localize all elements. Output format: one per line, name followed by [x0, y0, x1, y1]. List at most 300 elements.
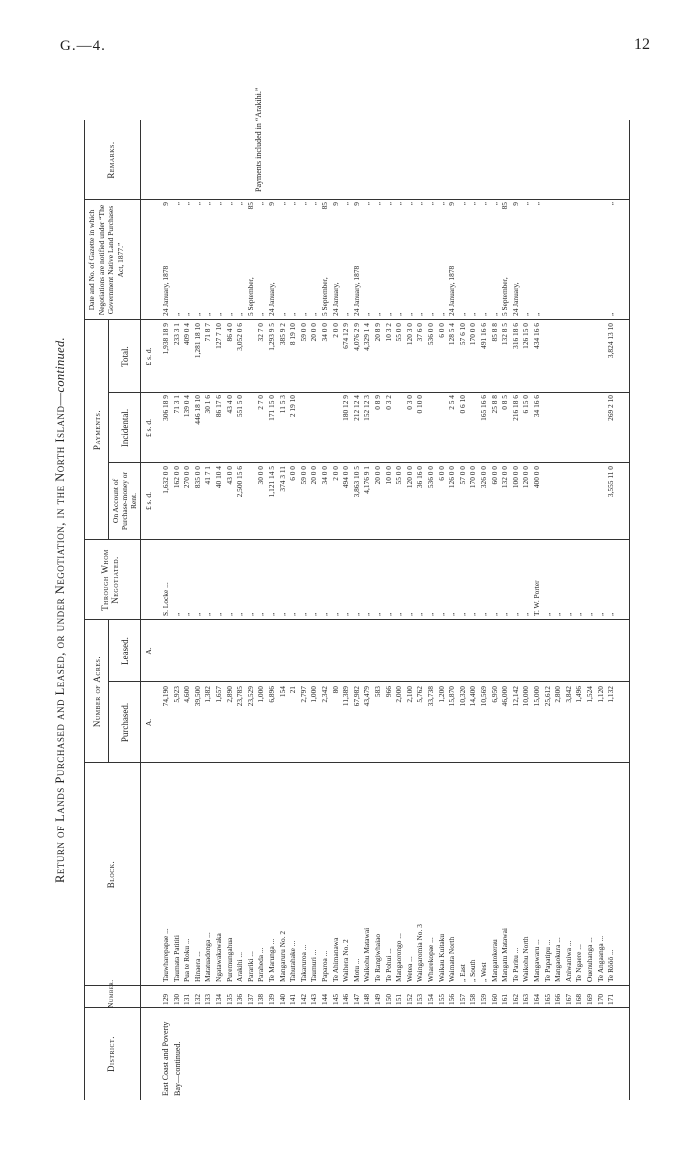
cell-gazette-date: „ — [426, 312, 435, 316]
cell-on-account: 374 3 11 — [277, 466, 287, 492]
rotated-table-region — [52, 87, 652, 1110]
cell-gazette-no: „ — [277, 202, 287, 206]
cell-number: 153 — [415, 993, 425, 1005]
header-acres: Number of Acres. — [92, 655, 102, 728]
cell-purchased: 6,950 — [489, 686, 499, 703]
cell-number: 170 — [595, 993, 605, 1005]
cell-gazette-no: „ — [373, 202, 382, 206]
cell-on-account: 536 0 0 — [426, 466, 435, 489]
cell-incidental: 551 5 0 — [235, 395, 245, 418]
cell-through: „ — [235, 612, 245, 616]
header-through: Through Whom Negotiated. — [100, 549, 120, 611]
cell-through: „ — [553, 612, 563, 616]
cell-purchased: 4,600 — [182, 686, 192, 703]
cell-through: „ — [457, 612, 467, 616]
cell-total: 2 0 0 — [330, 323, 340, 338]
cell-on-account: 120 0 0 — [404, 466, 414, 489]
cell-purchased: 14,400 — [468, 686, 478, 707]
cell-gazette-no: „ — [256, 202, 266, 206]
cell-incidental: 269 2 10 — [606, 395, 616, 421]
unit-on-account: £ s. d. — [144, 492, 153, 510]
cell-on-account: 120 0 0 — [521, 466, 531, 489]
cell-number: 148 — [362, 993, 372, 1005]
cell-total: 55 0 0 — [394, 323, 404, 342]
cell-gazette-date: „ — [192, 312, 202, 316]
cell-on-account: 43 0 0 — [224, 466, 234, 485]
cell-total: 385 9 2 — [277, 323, 287, 346]
cell-total: 10 3 2 — [383, 323, 393, 342]
cell-total: 20 8 9 — [373, 323, 382, 342]
cell-total: 3,824 13 10 — [606, 323, 616, 359]
cell-block: Parariki ... — [245, 951, 255, 982]
cell-incidental: 0 8 5 — [500, 395, 510, 410]
cell-block: Ngatawakawaka — [214, 933, 223, 982]
cell-total: 1,938 18 9 — [161, 323, 170, 355]
cell-total: 20 0 0 — [309, 323, 319, 342]
cell-total: 536 0 0 — [426, 323, 435, 346]
cell-gazette-no: 9 — [267, 202, 276, 206]
cell-number: 169 — [585, 993, 594, 1005]
table-row — [605, 120, 618, 1100]
cell-gazette-no: „ — [457, 202, 467, 206]
cell-total: 409 0 4 — [182, 323, 192, 346]
cell-gazette-date: „ — [214, 312, 223, 316]
cell-incidental: 71 3 1 — [171, 395, 181, 414]
cell-on-account: 2 0 0 — [330, 466, 340, 481]
cell-incidental: 6 15 0 — [521, 395, 531, 414]
table-bottom-rule — [629, 120, 630, 1100]
cell-on-account: 57 0 0 — [457, 466, 467, 485]
cell-number: 149 — [373, 993, 382, 1005]
cell-block: Waikohu North — [521, 936, 531, 982]
unit-incidental: £ s. d. — [144, 419, 153, 437]
cell-gazette-no: „ — [341, 202, 351, 206]
cell-number: 140 — [277, 993, 287, 1005]
cell-gazette-no: „ — [214, 202, 223, 206]
page-ref: G.—4. — [60, 38, 106, 54]
cell-gazette-no: „ — [532, 202, 541, 206]
cell-gazette-date: 24 January, 1878 — [161, 265, 170, 316]
cell-total: 170 0 0 — [468, 323, 478, 346]
cell-gazette-date: „ — [256, 312, 266, 316]
cell-on-account: 400 0 0 — [532, 466, 541, 489]
cell-incidental: 180 12 9 — [341, 395, 351, 421]
cell-block: Te Marunga ... — [267, 938, 276, 982]
cell-gazette-no: 9 — [351, 202, 361, 206]
cell-gazette-date: „ — [415, 312, 425, 316]
cell-through: „ — [595, 612, 605, 616]
cell-through: „ — [341, 612, 351, 616]
cell-number: 163 — [521, 993, 531, 1005]
cell-number: 142 — [298, 993, 308, 1005]
cell-gazette-date: „ — [489, 312, 499, 316]
cell-on-account: 3,555 11 0 — [606, 466, 616, 498]
cell-gazette-date: 5 September, — [500, 277, 510, 316]
cell-purchased: 5,923 — [171, 686, 181, 703]
cell-number: 143 — [309, 993, 319, 1005]
cell-gazette-no: „ — [298, 202, 308, 206]
cell-purchased: 21 — [288, 686, 298, 694]
header-leased: Leased. — [120, 637, 130, 665]
cell-block: Waikohu Matawai — [362, 927, 372, 982]
cell-through: „ — [585, 612, 594, 616]
cell-gazette-date: 24 January, — [267, 282, 276, 316]
cell-number: 133 — [203, 993, 213, 1005]
acres-sub-rule — [108, 620, 109, 763]
cell-through: „ — [500, 612, 510, 616]
cell-gazette-no: 9 — [447, 202, 457, 206]
cell-gazette-date: „ — [479, 312, 488, 316]
cell-gazette-no: „ — [192, 202, 202, 206]
cell-through: „ — [426, 612, 435, 616]
cell-total: 674 12 9 — [341, 323, 351, 349]
cell-on-account: 2,500 15 6 — [235, 466, 245, 498]
cell-total: 57 6 10 — [457, 323, 467, 346]
cell-through: „ — [404, 612, 414, 616]
cell-incidental: 306 18 9 — [161, 395, 170, 421]
header-payments: Payments. — [92, 409, 102, 451]
cell-purchased: 39,500 — [192, 686, 202, 707]
cell-gazette-no: „ — [235, 202, 245, 206]
cell-gazette-date: 24 January, 1878 — [351, 265, 361, 316]
cell-number: 129 — [161, 993, 170, 1005]
cell-incidental: 2 5 4 — [447, 395, 457, 410]
cell-purchased: 11,389 — [341, 686, 351, 707]
unit-purchased: A. — [144, 718, 153, 727]
cell-on-account: 55 0 0 — [394, 466, 404, 485]
cell-total: 434 16 6 — [532, 323, 541, 349]
cell-purchased: 23,529 — [245, 686, 255, 707]
cell-block: Mangatu Matawai — [500, 928, 510, 982]
cell-number: 152 — [404, 993, 414, 1005]
cell-total: 128 5 4 — [447, 323, 457, 346]
cell-gazette-no: „ — [171, 202, 181, 206]
cell-block: Mangaorongo ... — [394, 933, 404, 982]
cell-purchased: 2,797 — [298, 686, 308, 703]
cell-on-account: 132 0 0 — [500, 466, 510, 489]
cell-total: 4,076 2 9 — [351, 323, 361, 351]
cell-number: 150 — [383, 993, 393, 1005]
cell-number: 134 — [214, 993, 223, 1005]
cell-gazette-no: „ — [426, 202, 435, 206]
cell-gazette-date: „ — [288, 312, 298, 316]
cell-through: „ — [182, 612, 192, 616]
cell-gazette-date: „ — [203, 312, 213, 316]
cell-number: 166 — [553, 993, 563, 1005]
cell-number: 144 — [320, 993, 329, 1005]
cell-number: 154 — [426, 993, 435, 1005]
cell-gazette-no: „ — [383, 202, 393, 206]
cell-on-account: 41 7 1 — [203, 466, 213, 485]
cell-through: „ — [256, 612, 266, 616]
cell-incidental: 446 18 10 — [192, 395, 202, 425]
cell-gazette-no: „ — [309, 202, 319, 206]
cell-incidental: 86 17 6 — [214, 395, 223, 418]
cell-through: „ — [192, 612, 202, 616]
cell-on-account: 20 0 0 — [373, 466, 382, 485]
cell-gazette-date: „ — [171, 312, 181, 316]
cell-on-account: 126 0 0 — [447, 466, 457, 489]
cell-total: 4,329 1 4 — [362, 323, 372, 351]
cell-through: „ — [510, 612, 520, 616]
cell-block: „ South — [468, 959, 478, 982]
cell-number: 165 — [542, 993, 552, 1005]
cell-gazette-no: „ — [415, 202, 425, 206]
cell-on-account: 170 0 0 — [468, 466, 478, 489]
cell-gazette-no: „ — [468, 202, 478, 206]
cell-through: „ — [351, 612, 361, 616]
cell-on-account: 4,176 9 1 — [362, 466, 372, 494]
cell-on-account: 1,632 0 0 — [161, 466, 170, 494]
cell-through: „ — [309, 612, 319, 616]
cell-purchased: 1,000 — [309, 686, 319, 703]
cell-through: „ — [415, 612, 425, 616]
cell-incidental: 0 6 10 — [457, 395, 467, 414]
cell-on-account: 835 0 0 — [192, 466, 202, 489]
cell-on-account: 1,121 14 5 — [267, 466, 276, 498]
cell-through: „ — [245, 612, 255, 616]
cell-gazette-date: 24 January, 1878 — [447, 265, 457, 316]
cell-block: Pua te Roku ... — [182, 938, 192, 982]
cell-incidental: 171 15 0 — [267, 395, 276, 421]
cell-block: Motu ... — [351, 958, 361, 982]
cell-number: 171 — [606, 993, 616, 1005]
header-purchased: Purchased. — [120, 702, 130, 743]
cell-through: „ — [373, 612, 382, 616]
cell-block: Taumata Patititi — [171, 935, 181, 982]
cell-incidental: 43 4 0 — [224, 395, 234, 414]
cell-purchased: 25,612 — [542, 686, 552, 707]
header-on-account: On Account of Purchase-money or Rent. — [111, 471, 138, 531]
cell-gazette-date: 5 September, — [245, 277, 255, 316]
cell-on-account: 59 0 0 — [298, 466, 308, 485]
cell-block: Mangaruru No. 2 — [277, 930, 287, 982]
cell-through: „ — [394, 612, 404, 616]
cell-through: T. W. Porter — [532, 580, 541, 616]
cell-purchased: 1,496 — [574, 686, 584, 703]
cell-through: „ — [362, 612, 372, 616]
cell-total: 1,293 9 5 — [267, 323, 276, 351]
cell-incidental: 2 19 10 — [288, 395, 298, 418]
cell-on-account: 60 0 0 — [489, 466, 499, 485]
cell-purchased: 6,896 — [267, 686, 276, 703]
cell-number: 138 — [256, 993, 266, 1005]
cell-number: 164 — [532, 993, 541, 1005]
cell-block: Paraheda ... — [256, 947, 266, 982]
cell-on-account: 162 0 0 — [171, 466, 181, 489]
cell-through: „ — [298, 612, 308, 616]
cell-on-account: 34 0 0 — [320, 466, 329, 485]
cell-total: 8 19 10 — [288, 323, 298, 346]
header-block: Block. — [106, 860, 116, 889]
cell-purchased: 1,382 — [203, 686, 213, 703]
cell-block: Wharekopae ... — [426, 937, 435, 982]
cell-block: Waikau Kuitaku — [436, 933, 446, 982]
cell-block: Te Angaanga ... — [595, 935, 605, 982]
cell-block: Mangawaru ... — [532, 939, 541, 982]
cell-block: Te Papatipu ... — [542, 939, 552, 982]
cell-number: 141 — [288, 993, 298, 1005]
lands-table — [84, 87, 630, 1100]
cell-gazette-date: 24 January, — [510, 282, 520, 316]
cell-purchased: 2,800 — [553, 686, 563, 703]
cell-number: 136 — [235, 993, 245, 1005]
cell-through: S. Locke ... — [161, 582, 170, 616]
cell-purchased: 10,569 — [479, 686, 488, 707]
cell-total: 32 7 0 — [256, 323, 266, 342]
cell-through: „ — [320, 612, 329, 616]
cell-incidental: 0 10 0 — [415, 395, 425, 414]
cell-number: 146 — [341, 993, 351, 1005]
cell-purchased: 3,842 — [563, 686, 573, 703]
cell-number: 157 — [457, 993, 467, 1005]
cell-gazette-no: 85 — [500, 202, 510, 210]
cell-total: 59 0 0 — [298, 323, 308, 342]
unit-total: £ s. d. — [144, 347, 153, 366]
cell-number: 162 — [510, 993, 520, 1005]
cell-gazette-no: 9 — [510, 202, 520, 206]
cell-through: „ — [574, 612, 584, 616]
cell-gazette-date: „ — [468, 312, 478, 316]
remark-arakihi: Payments included in “Arakihi.” — [254, 87, 263, 192]
cell-total: 127 7 10 — [214, 323, 223, 349]
cell-gazette-no: „ — [436, 202, 446, 206]
cell-purchased: 10,000 — [521, 686, 531, 707]
cell-block: Ouenuhanga ... — [585, 937, 594, 982]
cell-incidental: 152 12 3 — [362, 395, 372, 421]
cell-number: 147 — [351, 993, 361, 1005]
cell-incidental: 0 3 0 — [404, 395, 414, 410]
header-remarks: Remarks. — [106, 141, 116, 179]
cell-purchased: 2,890 — [224, 686, 234, 703]
cell-gazette-no: 85 — [245, 202, 255, 210]
cell-purchased: 74,190 — [161, 686, 170, 707]
cell-purchased: 67,982 — [351, 686, 361, 707]
cell-block: Waimata North — [447, 936, 457, 982]
cell-block: Te Pohui ... — [383, 948, 393, 982]
cell-purchased: 2,000 — [394, 686, 404, 703]
cell-through: „ — [203, 612, 213, 616]
cell-total: 6 0 0 — [436, 323, 446, 338]
cell-block: Paparoa ... — [320, 950, 329, 982]
cell-block: Mangaokura ... — [553, 937, 563, 982]
unit-leased: A. — [144, 647, 153, 655]
cell-gazette-no: „ — [394, 202, 404, 206]
cell-through: „ — [479, 612, 488, 616]
cell-on-account: 30 0 0 — [256, 466, 266, 485]
cell-purchased: 15,000 — [532, 686, 541, 707]
cell-purchased: 46,000 — [500, 686, 510, 707]
cell-through: „ — [383, 612, 393, 616]
cell-purchased: 5,762 — [415, 686, 425, 703]
header-number: Number. — [106, 979, 115, 1008]
cell-gazette-no: „ — [288, 202, 298, 206]
cell-block: „ West — [479, 962, 488, 982]
header-bottom-rule — [140, 120, 141, 1100]
cell-purchased: 154 — [277, 686, 287, 698]
table-title — [52, 110, 68, 1110]
cell-number: 135 — [224, 993, 234, 1005]
cell-number: 167 — [563, 993, 573, 1005]
cell-on-account: 36 16 0 — [415, 466, 425, 489]
cell-purchased: 80 — [330, 686, 340, 694]
cell-purchased: 10,320 — [457, 686, 467, 707]
cell-gazette-no: „ — [362, 202, 372, 206]
cell-incidental: 216 18 6 — [510, 395, 520, 421]
cell-number: 160 — [489, 993, 499, 1005]
cell-gazette-date: „ — [394, 312, 404, 316]
cell-through: „ — [468, 612, 478, 616]
cell-block: Arakihi ... — [235, 952, 245, 982]
cell-number: 161 — [500, 993, 510, 1005]
cell-incidental: 2 7 0 — [256, 395, 266, 410]
cell-total: 316 18 6 — [510, 323, 520, 349]
cell-through: „ — [277, 612, 287, 616]
cell-total: 233 3 1 — [171, 323, 181, 346]
cell-block: Takaruroa ... — [298, 944, 308, 982]
cell-block: Tauwharepapae ... — [161, 928, 170, 982]
cell-block: Puremungahua — [224, 937, 234, 982]
cell-gazette-no: 85 — [320, 202, 329, 210]
cell-through: „ — [224, 612, 234, 616]
cell-incidental: 34 16 6 — [532, 395, 541, 418]
cell-number: 139 — [267, 993, 276, 1005]
cell-purchased: 23,785 — [235, 686, 245, 707]
cell-number: 168 — [574, 993, 584, 1005]
cell-through: „ — [521, 612, 531, 616]
header-total: Total. — [120, 346, 130, 367]
cell-number: 158 — [468, 993, 478, 1005]
cell-gazette-no: „ — [182, 202, 192, 206]
cell-number: 151 — [394, 993, 404, 1005]
cell-total: 71 8 7 — [203, 323, 213, 342]
cell-total: 86 4 0 — [224, 323, 234, 342]
cell-incidental: 30 1 6 — [203, 395, 213, 414]
cell-total: 37 6 0 — [415, 323, 425, 342]
cell-total: 1,281 18 10 — [192, 323, 202, 359]
cell-number: 131 — [182, 993, 192, 1005]
table-top-rule — [84, 120, 85, 1100]
cell-gazette-no: 9 — [161, 202, 170, 206]
header-gazette: Date and No. of Gazette in which Negotiations are notified under “The Government Native Land Purchases Act, 1877.” — [87, 204, 125, 316]
cell-purchased: 12,142 — [510, 686, 520, 707]
cell-block: Te Paritu ... — [510, 947, 520, 982]
cell-on-account: 40 10 4 — [214, 466, 223, 489]
cell-incidental: 212 12 4 — [351, 395, 361, 421]
cell-gazette-date: „ — [373, 312, 382, 316]
cell-through: „ — [214, 612, 223, 616]
cell-block: Aniwaniwa ... — [563, 940, 573, 982]
payments-sub-rule — [108, 320, 109, 540]
cell-block: Te Ngaere ... — [574, 944, 584, 982]
cell-on-account: 10 0 0 — [383, 466, 393, 485]
cell-gazette-date: „ — [532, 312, 541, 316]
cell-on-account: 494 0 0 — [341, 466, 351, 489]
cell-gazette-date: „ — [235, 312, 245, 316]
cell-gazette-no: „ — [404, 202, 414, 206]
cell-total: 34 0 0 — [320, 323, 329, 342]
cell-purchased: 1,132 — [606, 686, 616, 703]
header-incidental: Incidental. — [120, 408, 130, 448]
cell-purchased: 33,738 — [426, 686, 435, 707]
cell-gazette-date: „ — [277, 312, 287, 316]
cell-gazette-date: „ — [436, 312, 446, 316]
cell-through: „ — [563, 612, 573, 616]
cell-gazette-date: „ — [182, 312, 192, 316]
cell-number: 137 — [245, 993, 255, 1005]
cell-gazette-date: „ — [404, 312, 414, 316]
cell-through: „ — [288, 612, 298, 616]
